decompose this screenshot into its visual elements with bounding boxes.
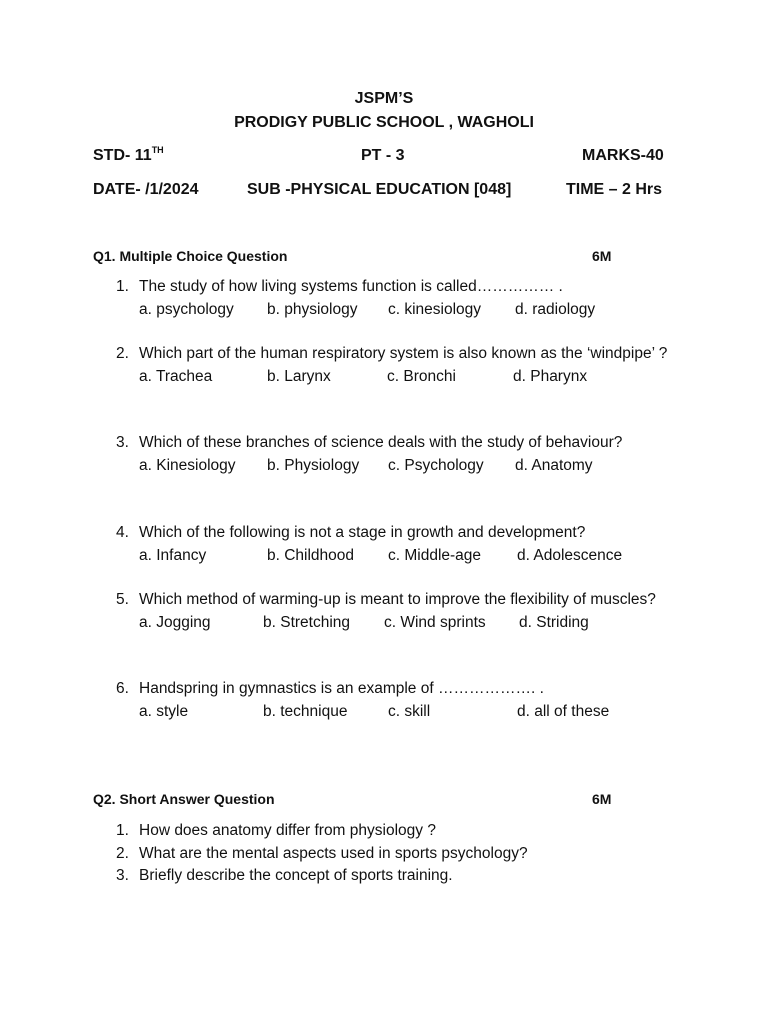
mcq-option: b. technique: [263, 702, 348, 720]
mcq-option: b. physiology: [267, 300, 358, 318]
mcq-question: 1. The study of how living systems function is called…………… . a. psychology b. physiology c. kinesiology d. radiology: [116, 276, 676, 321]
mcq-option: b. Physiology: [267, 456, 360, 474]
q1-title: Q1. Multiple Choice Question: [93, 248, 288, 264]
mcq-question: 6. Handspring in gymnastics is an example of ………………. . a. style b. technique c. skill d. all of these: [116, 678, 676, 723]
short-answer-list: [116, 820, 676, 888]
subject-label: SUB -PHYSICAL EDUCATION [048]: [247, 181, 512, 198]
org-name: JSPM’S: [354, 90, 414, 107]
mcq-option: d. Anatomy: [515, 456, 593, 474]
time-label: TIME – 2 Hrs: [566, 181, 663, 198]
mcq-option: c. skill: [388, 702, 431, 720]
mcq-option: b. Stretching: [263, 613, 351, 631]
short-answer-question: 2. What are the mental aspects used in sports psychology?: [116, 844, 528, 862]
std-label: STD- 11TH: [93, 145, 164, 164]
mcq-option: a. Kinesiology: [139, 456, 236, 474]
mcq-option: d. radiology: [515, 300, 596, 318]
short-answer-question: 3. Briefly describe the concept of sports training.: [116, 867, 453, 884]
mcq-option: c. Bronchi: [387, 367, 456, 385]
mcq-option: c. Wind sprints: [384, 613, 486, 631]
date-label: DATE- /1/2024: [93, 181, 199, 198]
q1-marks: 6M: [592, 248, 612, 264]
school-name: PRODIGY PUBLIC SCHOOL , WAGHOLI: [234, 114, 534, 131]
mcq-option: c. Psychology: [388, 456, 484, 474]
mcq-option: d. all of these: [517, 702, 610, 720]
short-answer-question: 1. How does anatomy differ from physiology ?: [116, 822, 436, 839]
mcq-option: d. Pharynx: [513, 367, 588, 385]
mcq-option: a. Infancy: [139, 546, 207, 564]
mcq-question: 4. Which of the following is not a stage in growth and development? a. Infancy b. Childhood c. Middle-age d. Adolescence: [116, 522, 676, 567]
test-label: PT - 3: [361, 147, 405, 164]
q2-title: Q2. Short Answer Question: [93, 791, 275, 807]
mcq-option: d. Striding: [519, 613, 589, 631]
mcq-option: a. psychology: [139, 300, 234, 318]
marks-label: MARKS-40: [582, 147, 664, 164]
mcq-option: a. style: [139, 702, 189, 720]
mcq-option: d. Adolescence: [517, 546, 623, 564]
mcq-question: 5. Which method of warming-up is meant to improve the flexibility of muscles? a. Jogging b. Stretching c. Wind sprints d. Striding: [116, 589, 676, 634]
mcq-option: a. Trachea: [139, 367, 213, 385]
mcq-question: 2. Which part of the human respiratory system is also known as the ‘windpipe’ ? a. Trachea b. Larynx c. Bronchi d. Pharynx: [116, 343, 676, 388]
q2-marks: 6M: [592, 791, 612, 807]
mcq-question: 3. Which of these branches of science deals with the study of behaviour? a. Kinesiology b. Physiology c. Psychology d. Anatomy: [116, 432, 676, 477]
mcq-option: c. Middle-age: [388, 546, 482, 564]
mcq-option: c. kinesiology: [388, 300, 482, 318]
mcq-option: b. Larynx: [267, 367, 331, 385]
mcq-option: b. Childhood: [267, 546, 355, 564]
mcq-option: a. Jogging: [139, 613, 211, 631]
